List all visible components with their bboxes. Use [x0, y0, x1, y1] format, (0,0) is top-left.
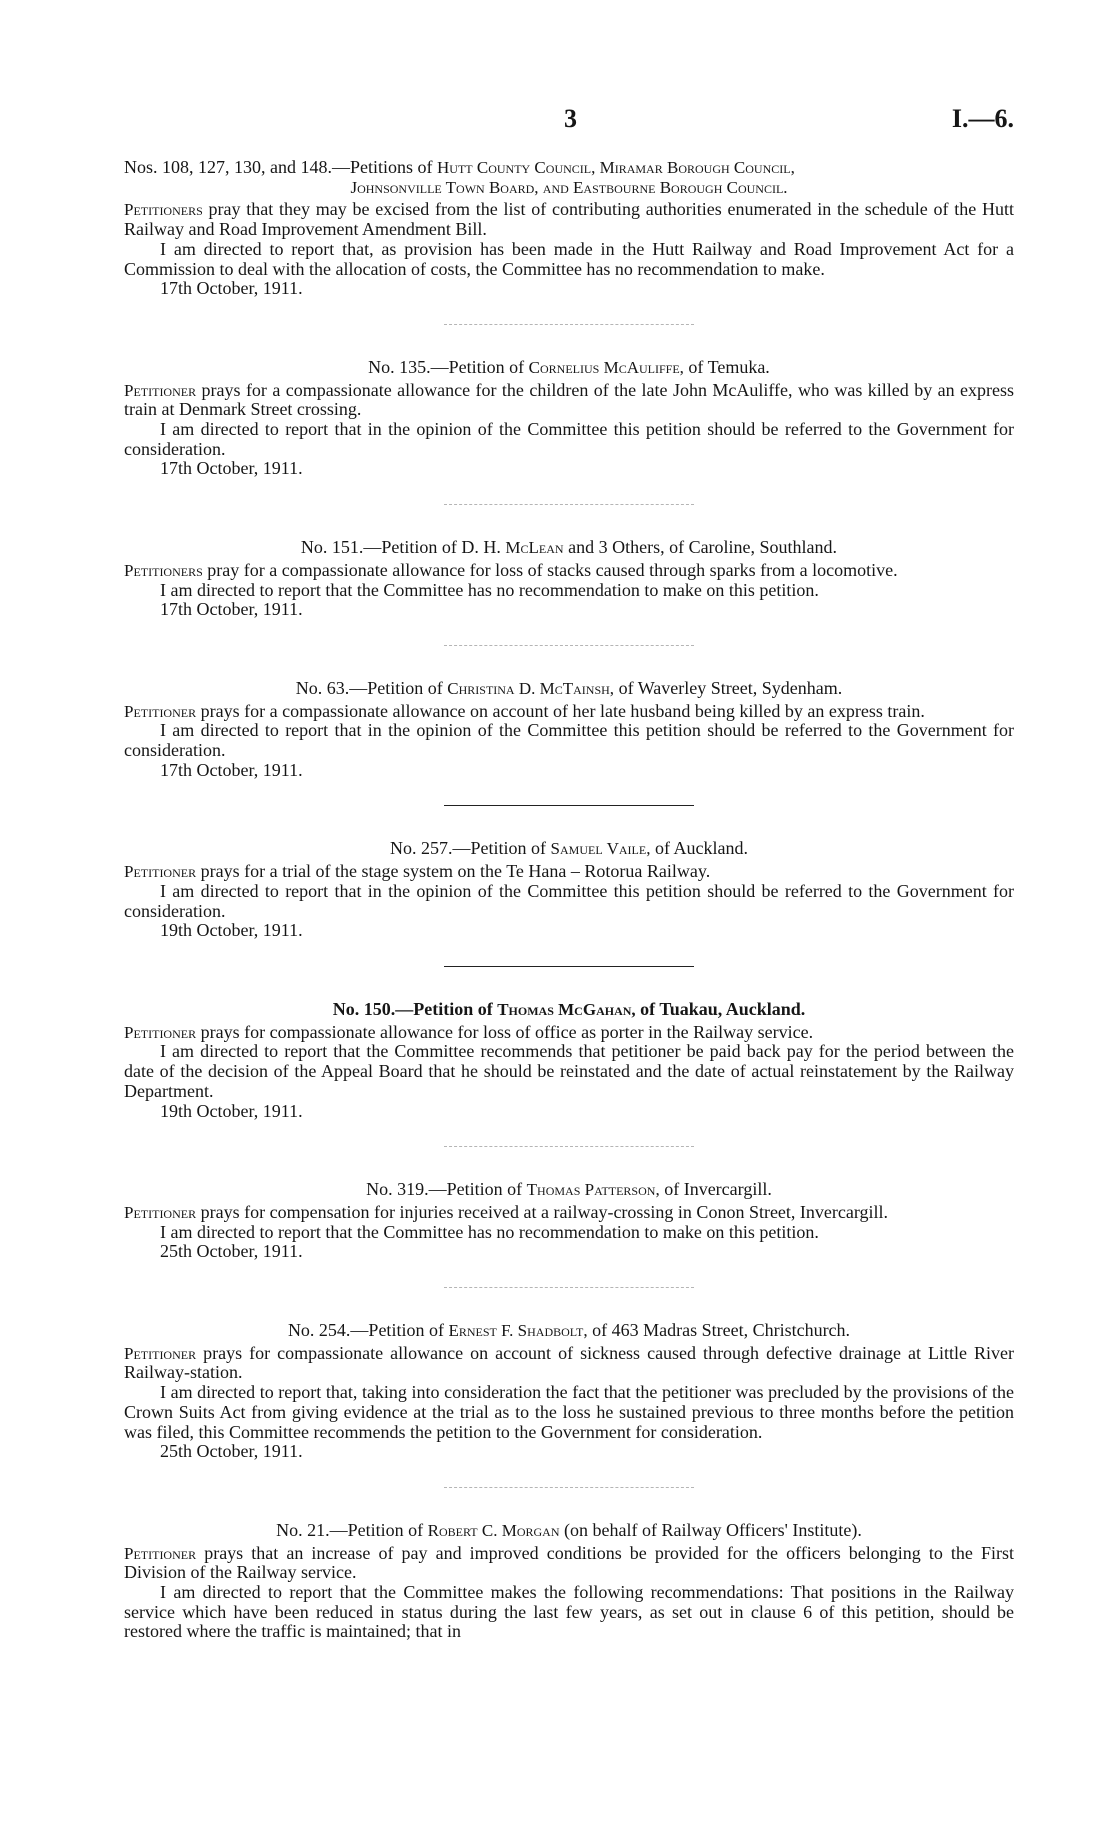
petition-heading: No. 257.—Petition of Samuel Vaile, of Auckland.	[390, 838, 748, 859]
report-date: 25th October, 1911.	[160, 1241, 303, 1262]
petition-heading: No. 63.—Petition of Christina D. McTainsh, of Waverley Street, Sydenham.	[295, 677, 843, 698]
report-date: 19th October, 1911.	[160, 920, 303, 941]
petition-entry	[124, 358, 1014, 479]
report-date: 17th October, 1911.	[160, 278, 303, 299]
section-divider	[444, 645, 694, 646]
section-divider	[444, 1487, 694, 1488]
petition-heading: No. 151.—Petition of D. H. McLean and 3 Others, of Caroline, Southland.	[300, 537, 838, 558]
petition-prayer: Petitioner prays for a trial of the stage system on the Te Hana – Rotorua Railway.	[124, 861, 711, 882]
petitioner-name: Cornelius McAuliffe,	[528, 357, 684, 377]
petition-prayer: Petitioners pray that they may be excised from the list of contributing authorities enumerated in the schedule of the Hutt Railway and Road Improvement Amendment Bill.	[124, 199, 1014, 240]
page-header	[124, 104, 1014, 140]
petition-prayer: Petitioners pray for a compassionate allowance for loss of stacks caused through sparks from a locomotive.	[124, 559, 898, 580]
committee-report: I am directed to report that the Committee makes the following recommendations: That positions in the Railway service which have been reduced in status during the last few years, as set out in clause 6 of this petition, should be restored where the traffic is maintained; that in	[124, 1582, 1014, 1642]
petitioner-name: Robert C. Morgan	[427, 1520, 560, 1540]
petition-heading: No. 21.—Petition of Robert C. Morgan (on behalf of Railway Officers' Institute).	[276, 1519, 862, 1540]
petition-entry	[124, 679, 1014, 781]
petition-prayer: Petitioner prays for compassionate allowance on account of sickness caused through defective drainage at Little River Railway-station.	[124, 1342, 1014, 1383]
report-date: 17th October, 1911.	[160, 458, 303, 479]
petition-heading: No. 150.—Petition of Thomas McGahan, of Tuakau, Auckland.	[332, 998, 806, 1019]
petitioner-name: Thomas Patterson,	[526, 1180, 660, 1200]
document-reference: I.—6.	[951, 104, 1014, 133]
committee-report: I am directed to report that, taking into consideration the fact that the petitioner was precluded by the provisions of the Crown Suits Act from giving evidence at the trial as to the loss he sustained previous to three months before the petition was filed, this Committee recommends the petition to the Government for consideration.	[124, 1382, 1014, 1442]
petition-prayer: Petitioner prays for a compassionate allowance on account of her late husband being killed by an express train.	[124, 700, 925, 721]
petition-prayer: Petitioner prays for compassionate allowance for loss of office as porter in the Railway service.	[124, 1021, 814, 1042]
section-divider	[444, 1146, 694, 1147]
petition-entry	[124, 1180, 1014, 1262]
report-date: 17th October, 1911.	[160, 599, 303, 620]
petition-entry	[124, 158, 1014, 299]
section-divider	[444, 324, 694, 325]
section-divider	[444, 805, 694, 806]
report-date: 25th October, 1911.	[160, 1441, 303, 1462]
petition-prayer: Petitioner prays for compensation for injuries received at a railway-crossing in Conon Street, Invercargill.	[124, 1201, 889, 1222]
report-date: 19th October, 1911.	[160, 1100, 303, 1121]
petition-entry	[124, 538, 1014, 620]
petition-entry	[124, 1521, 1014, 1642]
committee-report: I am directed to report that in the opinion of the Committee this petition should be referred to the Government for consideration.	[124, 880, 1014, 921]
petitioner-name: Ernest F. Shadbolt,	[448, 1321, 588, 1341]
petitioner-name: Hutt County Council, Miramar Borough Council,	[437, 158, 795, 177]
committee-report: I am directed to report that, as provision has been made in the Hutt Railway and Road Improvement Act for a Commission to deal with the allocation of costs, the Committee has no recommendation to make.	[124, 238, 1014, 279]
petition-heading: No. 135.—Petition of Cornelius McAuliffe, of Temuka.	[368, 356, 770, 377]
petition-entry	[124, 839, 1014, 941]
section-divider	[444, 1287, 694, 1288]
committee-report: I am directed to report that in the opinion of the Committee this petition should be referred to the Government for consideration.	[124, 720, 1014, 761]
petitioner-name: Christina D. McTainsh,	[447, 678, 615, 698]
petition-entry	[124, 1321, 1014, 1462]
petition-entry	[124, 1000, 1014, 1121]
petitioner-name: Thomas McGahan,	[497, 999, 636, 1019]
petitioner-name: McLean	[505, 538, 564, 558]
section-divider	[444, 966, 694, 967]
petition-prayer: Petitioner prays for a compassionate allowance for the children of the late John McAuliffe, who was killed by an express train at Denmark Street crossing.	[124, 379, 1015, 420]
committee-report: I am directed to report that in the opinion of the Committee this petition should be referred to the Government for consideration.	[124, 419, 1014, 459]
petition-heading: No. 254.—Petition of Ernest F. Shadbolt, of 463 Madras Street, Christchurch.	[287, 1320, 851, 1341]
page-number: 3	[564, 104, 577, 133]
petitioner-name-continued: Johnsonville Town Board, and Eastbourne Borough Council.	[350, 177, 788, 197]
petitioner-name: Samuel Vaile,	[550, 839, 651, 859]
report-date: 17th October, 1911.	[160, 759, 303, 780]
section-divider	[444, 504, 694, 505]
committee-report: I am directed to report that the Committee has no recommendation to make on this petition.	[160, 579, 819, 600]
petition-prayer: Petitioner prays that an increase of pay and improved conditions be provided for the officers belonging to the First Division of the Railway service.	[124, 1542, 1015, 1583]
committee-report: I am directed to report that the Committee recommends that petitioner be paid back pay for the period between the date of the decision of the Appeal Board that he should be reinstated and the date of actual reinstatement by the Railway Department.	[124, 1041, 1014, 1101]
petition-heading: No. 319.—Petition of Thomas Patterson, of Invercargill.	[366, 1179, 772, 1200]
petition-heading: Nos. 108, 127, 130, and 148.—Petitions of Hutt County Council, Miramar Borough Council, Johnsonville Town Board, and Eastbourne Borough Council.	[124, 158, 1014, 197]
committee-report: I am directed to report that the Committee has no recommendation to make on this petition.	[160, 1221, 819, 1242]
document-body	[124, 158, 1014, 1642]
